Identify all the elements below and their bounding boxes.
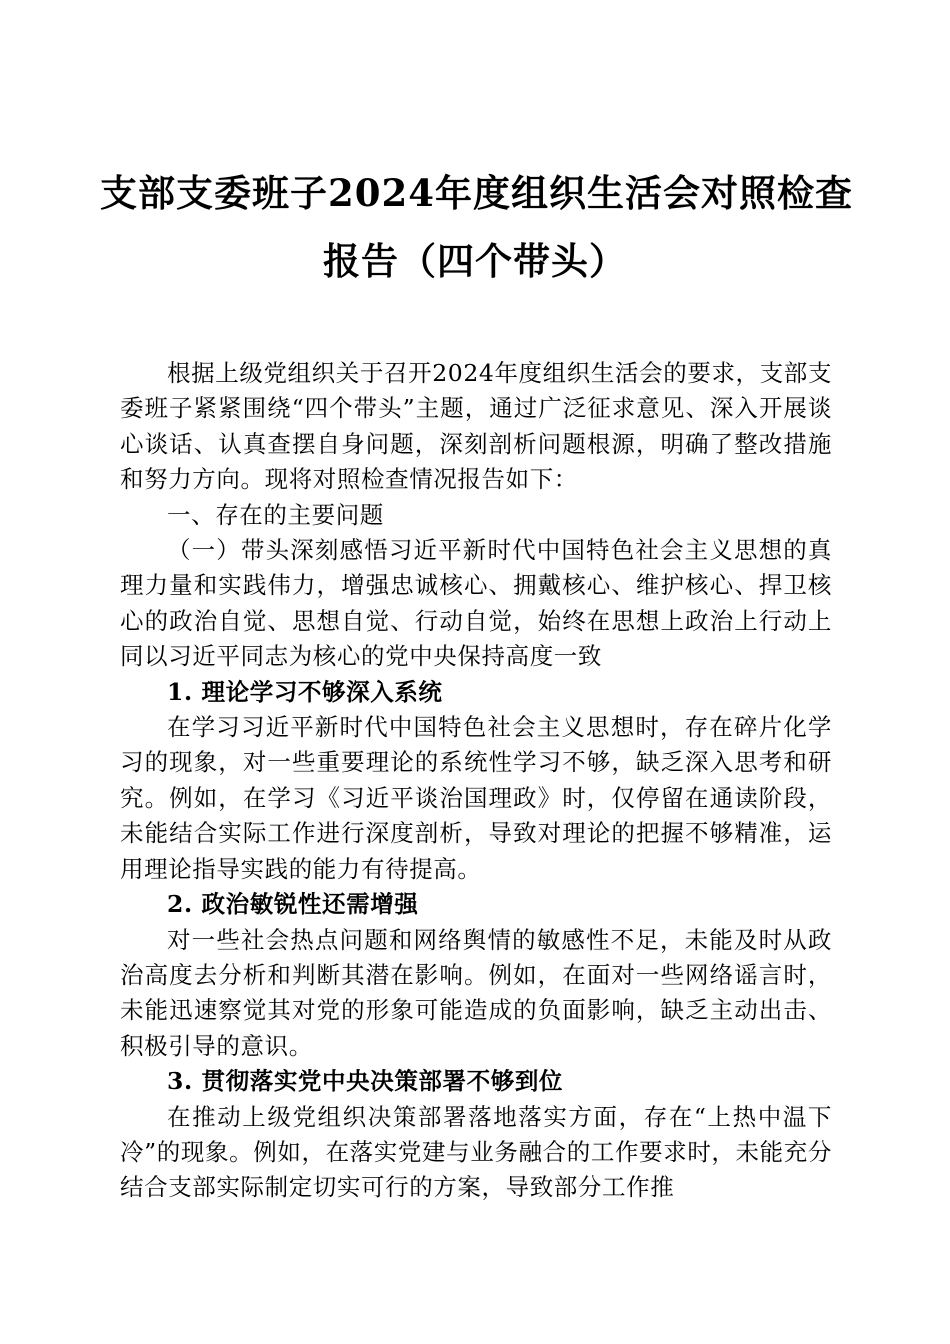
item-3-paragraph: 在推动上级党组织决策部署落地落实方面，存在“上热中温下冷”的现象。例如，在落实党建与业务融合的工作要求时，未能充分结合支部实际制定切实可行的方案，导致部分工作推 bbox=[120, 1102, 832, 1202]
document-title-line-2: 报告（四个带头） bbox=[323, 239, 627, 283]
document-title-line-1: 支部支委班子2024年度组织生活会对照检查 bbox=[100, 171, 853, 215]
item-3-heading: 3. 贯彻落实党中央决策部署不够到位 bbox=[167, 1067, 564, 1096]
item-1-paragraph: 在学习习近平新时代中国特色社会主义思想时，存在碎片化学习的现象，对一些重要理论的系统性学习不够，缺乏深入思考和研究。例如，在学习《习近平谈治国理政》时，仅停留在通读阶段，未能结合实际工作进行深度剖析，导致对理论的把握不够精准，运用理论指导实践的能力有待提高。 bbox=[120, 713, 832, 883]
item-1-heading: 1. 理论学习不够深入系统 bbox=[167, 677, 443, 706]
intro-paragraph: 根据上级党组织关于召开2024年度组织生活会的要求，支部支委班子紧紧围绕“四个带头”主题，通过广泛征求意见、深入开展谈心谈话、认真查摆自身问题，深刻剖析问题根源，明确了整改措施和努力方向。现将对照检查情况报告如下： bbox=[120, 359, 832, 494]
subsection-1-heading: （一）带头深刻感悟习近平新时代中国特色社会主义思想的真理力量和实践伟力，增强忠诚核心、拥戴核心、维护核心、捍卫核心的政治自觉、思想自觉、行动自觉，始终在思想上政治上行动上同以习近平同志为核心的党中央保持高度一致 bbox=[120, 536, 832, 671]
document-body bbox=[120, 356, 832, 1206]
item-2-heading: 2. 政治敏锐性还需增强 bbox=[167, 890, 419, 919]
item-2-paragraph: 对一些社会热点问题和网络舆情的敏感性不足，未能及时从政治高度去分析和判断其潜在影响。例如，在面对一些网络谣言时，未能迅速察觉其对党的形象可能造成的负面影响，缺乏主动出击、积极引导的意识。 bbox=[120, 925, 832, 1060]
section-1-heading: 一、存在的主要问题 bbox=[167, 500, 384, 529]
